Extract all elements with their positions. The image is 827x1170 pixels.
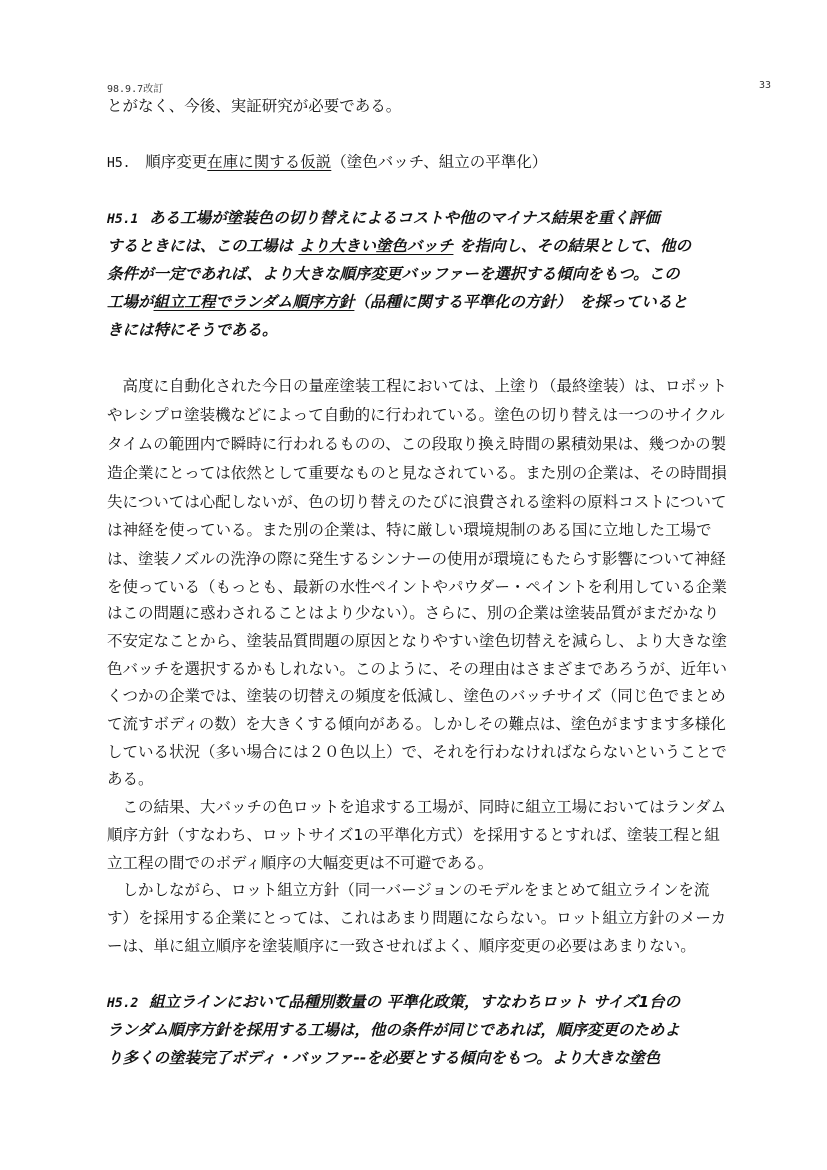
section-h5-title-underlined: 在庫に関する仮説 bbox=[207, 153, 332, 171]
h52-label: H5.2 bbox=[107, 996, 139, 1011]
h51-line-2-underlined: より大きい塗色バッチ bbox=[298, 237, 454, 255]
body-line: は神経を使っている。また別の企業は、特に厳しい環境規制のある国に立地した工場で bbox=[107, 521, 712, 539]
h51-label: H5.1 bbox=[107, 212, 139, 227]
body-line: ーは、単に組立順序を塗装順序に一致させればよく、順序変更の必要はあまりない。 bbox=[107, 937, 696, 955]
body-line: やレシプロ塗装機などによって自動的に行われている。塗色の切り替えは一つのサイクル bbox=[107, 406, 725, 424]
body-line: しかしながら、ロット組立方針（同一バージョンのモデルをまとめて組立ラインを流 bbox=[107, 881, 710, 899]
section-h5-heading bbox=[107, 152, 547, 174]
h51-line-4 bbox=[107, 292, 688, 312]
section-h5-title-post: （塗色バッチ、組立の平準化） bbox=[331, 153, 548, 171]
h51-line-1-text: ある工場が塗装色の切り替えによるコストや他のマイナス結果を重く評価 bbox=[149, 209, 660, 227]
continuation-line: とがなく、今後、実証研究が必要である。 bbox=[107, 97, 402, 115]
body-line: している状況（多い場合には２０色以上）で、それを行わなければならないということで bbox=[107, 743, 727, 761]
section-h5-label: H5. bbox=[107, 156, 131, 171]
body-line: す）を採用する企業にとっては、これはあまり問題にならない。ロット組立方針のメーカ bbox=[107, 909, 727, 927]
body-line: 色バッチを選択するかもしれない。このように、その理由はさまざまであろうが、近年い bbox=[107, 660, 728, 678]
body-line: はこの問題に惑わされることはより少ない）。さらに、別の企業は塗装品質がまだかなり bbox=[107, 604, 720, 622]
h51-line-2 bbox=[107, 236, 691, 256]
body-line: 立工程の間でのボディ順序の大幅変更は不可避である。 bbox=[107, 854, 494, 872]
h52-line-1-text: 組立ラインにおいて品種別数量の 平準化政策，すなわちロット サイズ1台の bbox=[149, 993, 681, 1011]
h51-line-4-a: 工場が bbox=[107, 293, 154, 311]
body-line: 失については心配しないが、色の切り替えのたびに浪費される塗料の原料コストについて bbox=[107, 493, 727, 511]
h51-line-5: きには特にそうである。 bbox=[107, 321, 278, 339]
body-line: タイムの範囲内で瞬時に行われるものの、この段取り換え時間の累積効果は、幾つかの製 bbox=[107, 435, 727, 453]
h52-line-3: り多くの塗装完了ボディ・バッファ--を必要とする傾向をもつ。より大きな塗色 bbox=[107, 1049, 661, 1067]
body-line: を使っている（もっとも、最新の水性ペイントやパウダー・ペイントを利用している企業 bbox=[107, 578, 727, 596]
body-line: 造企業にとっては依然として重要なものと見なされている。また別の企業は、その時間損 bbox=[107, 464, 727, 482]
h51-line-2-a: するときには、この工場は bbox=[107, 237, 294, 255]
body-line: くつかの企業では、塗装の切替えの頻度を低減し、塗色のバッチサイズ（同じ色でまとめ bbox=[107, 687, 726, 705]
body-line: この結果、大バッチの色ロットを追求する工場が、同時に組立工場においてはランダム bbox=[107, 798, 727, 816]
body-line: 高度に自動化された今日の量産塗装工程においては、上塗り（最終塗装）は、ロボット bbox=[107, 377, 728, 395]
h52-line-2: ランダム順序方針を採用する工場は，他の条件が同じであれば，順序変更のためよ bbox=[107, 1021, 680, 1039]
h51-line-2-b: を指向し、その結果として、他の bbox=[458, 237, 692, 255]
body-line: ある。 bbox=[107, 770, 154, 788]
h51-line-1 bbox=[107, 208, 660, 230]
body-line: 順序方針（すなわち、ロットサイズ1の平準化方式）を採用するとすれば、塗装工程と組 bbox=[107, 826, 720, 844]
body-line: て流すボディの数）を大きくする傾向がある。しかしその難点は、塗色がますます多様化 bbox=[107, 715, 726, 733]
body-line: は、塗装ノズルの洗浄の際に発生するシンナーの使用が環境にもたらす影響について神経 bbox=[107, 550, 726, 568]
page-number: 33 bbox=[758, 80, 771, 91]
header-date: 98.9.7改訂 bbox=[107, 84, 164, 95]
h51-line-4-underlined: 組立工程でランダム順序方針 bbox=[153, 293, 355, 311]
body-line: 不安定なことから、塗装品質問題の原因となりやすい塗色切替えを減らし、より大きな塗 bbox=[107, 632, 728, 650]
h51-line-4-b: （品種に関する平準化の方針） を採っていると bbox=[354, 293, 688, 311]
h52-line-1 bbox=[107, 992, 680, 1014]
h51-line-3: 条件が一定であれば、より大きな順序変更バッファーを選択する傾向をもつ。この bbox=[107, 265, 680, 283]
section-h5-title-pre: 順序変更 bbox=[145, 153, 208, 171]
